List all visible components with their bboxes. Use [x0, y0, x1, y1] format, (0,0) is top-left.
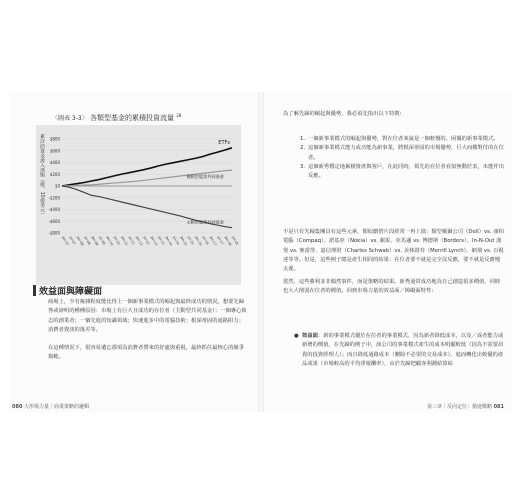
fund-flow-chart — [36, 125, 241, 285]
x-tick-label: Jul-17 — [216, 235, 225, 246]
list-item — [300, 144, 505, 163]
left-footer — [12, 403, 89, 410]
right-paragraph-3: 當然，這些勝利並非偶然事件，而是策略的結果。新秀通常成功地為自己創造很多價值，同時也大大削弱在位者的價值。回到市場力量的效益面／障礙面特性： — [283, 279, 501, 295]
list-number: 3. — [300, 163, 306, 170]
footnote-mark: 28 — [176, 113, 182, 118]
list-text: 這個新事業模式能力或功能為新事業，將根深蒂固的市場優勢，巨大而難對付的在位者。 — [308, 145, 504, 161]
x-tick-label: Jul-07 — [68, 235, 77, 246]
benefit-bullet — [294, 332, 506, 369]
list-item — [300, 135, 505, 144]
x-tick-label: Jan-10 — [105, 235, 115, 247]
x-tick-label: Jan-15 — [179, 235, 188, 247]
y-tick-label: -$800 — [48, 230, 60, 236]
x-tick-label: Jan-16 — [194, 235, 203, 247]
x-tick-label: Jan-12 — [135, 235, 144, 247]
chart-ylabel: 累計的資金流入淨額（億，10億美元） — [39, 134, 44, 217]
chart-title-text: 各類型基金的累積投資流量 — [89, 114, 174, 122]
x-tick-label: Jul-10 — [112, 235, 121, 246]
list-text: 一個新事業模式的崛起與優勢，對在位者來說是一個較慢的、困擾的新事業模式。 — [308, 136, 499, 142]
x-tick-label: Jan-08 — [75, 235, 85, 247]
x-tick-label: Jan-18 — [223, 235, 233, 247]
left-page-number: 080 — [12, 404, 23, 410]
series-label-2: 被動型股票共同基金 — [186, 174, 224, 180]
x-tick-label: Jul-09 — [98, 235, 107, 246]
x-tick-label: Jan-09 — [90, 235, 100, 247]
y-tick-label: -$400 — [48, 207, 60, 212]
right-paragraph-2: 不是只有先歸集團具有這些元素，類似劇情片段經常一再上演：類型戴爾公司（Dell）vs. 康柏電腦（Compaq）、諾基亞（Nokia）vs. 蘋果、亞馬遜 vs. 博德斯（Borders）、In-N-Out 漢堡 vs. 麥當勞、嘉信理財（Charles Schwab）vs. 美林證券（Merrill Lynch）、網飛 vs. 百視達等等。但是，這些例子總是產生相同的結果：在位者要不就是完全沒反應，要不就是反應慢太遲。 — [283, 229, 504, 273]
left-paragraph-1: 商場上，少有複雜程度能比得上一個新事業模式的崛起與最終成功的情況。想要先歸咎或辯明的種種原因：市場上有巨大且成功的在位者（主動型共同基金）；一個專心致志的創業者；一個先進的知識領域；快速進步中的電腦技術；根深蒂固的通路阻力；消費者資訊的落差等。 — [48, 299, 247, 333]
bullet-dot: ● — [294, 333, 299, 339]
x-tick-label: Jul-13 — [157, 235, 166, 246]
left-paragraph-2: 在這種情況下，很容易遺忘那項為消費者帶來的好處與重視，最終抓住最核心的競爭規範。 — [48, 345, 244, 361]
bullet-label: 效益面 — [302, 333, 318, 339]
series-label-1: ETFs — [218, 139, 230, 146]
x-tick-label: Jan-11 — [120, 235, 129, 247]
x-tick-label: Jan-14 — [164, 235, 174, 247]
list-number: 2. — [300, 145, 306, 152]
x-tick-label: Jul-18 — [231, 235, 240, 246]
list-text: 這個新秀穩定地累積資產與客戶，在此同時，領先的在位者看似無動於衷，未能作出反應。 — [308, 163, 504, 180]
x-tick-label: Jan-17 — [208, 235, 218, 247]
x-tick-label: Jul-15 — [186, 235, 195, 246]
x-tick-label: Jul-16 — [201, 235, 210, 246]
feature-list — [300, 135, 505, 181]
x-tick-label: Jul-11 — [127, 235, 136, 246]
y-tick-label: $200 — [49, 171, 60, 177]
left-footer-text: 大形場力量｜商業策略的邏輯 — [24, 404, 90, 410]
x-tick-label: Jan-07 — [61, 235, 70, 247]
right-intro: 為了解先歸的崛起與優勢，我必須先指出以下特徵： — [283, 111, 405, 117]
book-gutter — [258, 92, 264, 412]
list-number: 1. — [300, 136, 306, 142]
y-tick-label: $0 — [54, 183, 60, 189]
y-tick-label: $800 — [49, 136, 60, 142]
x-tick-label: Jul-12 — [142, 235, 151, 246]
y-tick-label: -$200 — [48, 195, 60, 201]
x-tick-label: Jul-14 — [172, 235, 180, 246]
figure-label: 〈圖表 3-3〉 — [52, 115, 88, 122]
right-footer — [427, 403, 504, 410]
section-marker — [33, 285, 36, 296]
y-tick-label: -$600 — [48, 218, 60, 224]
chart-title — [52, 113, 232, 123]
y-tick-label: $600 — [49, 148, 60, 154]
right-page-number: 081 — [493, 404, 504, 410]
x-tick-label: Jan-13 — [149, 235, 159, 247]
right-footer-text: 第三章｜反向定位：搶進戰略 — [426, 404, 492, 410]
series-label-3: 主動型股票共同基金 — [186, 219, 224, 225]
x-tick-label: Jul-08 — [83, 235, 92, 246]
list-item — [300, 163, 505, 182]
bullet-text: ：新的事業模式優於在位者的事業模式，因為新者降低成本，以及／或者能力或新增的價值，在先歸的例子中，該公司的事業模式產生的成本明顯較低（因為不需要昂貴的投資經理人）；而且降低通路成本（刪除不必要的交易成本），進而轉化出較優的產品成果（市場較高的平均淨報酬率），由於先歸把顧客利潤結算給 — [302, 333, 504, 367]
y-tick-label: $400 — [49, 160, 60, 165]
section-title: 效益面與障礙面 — [39, 287, 103, 297]
